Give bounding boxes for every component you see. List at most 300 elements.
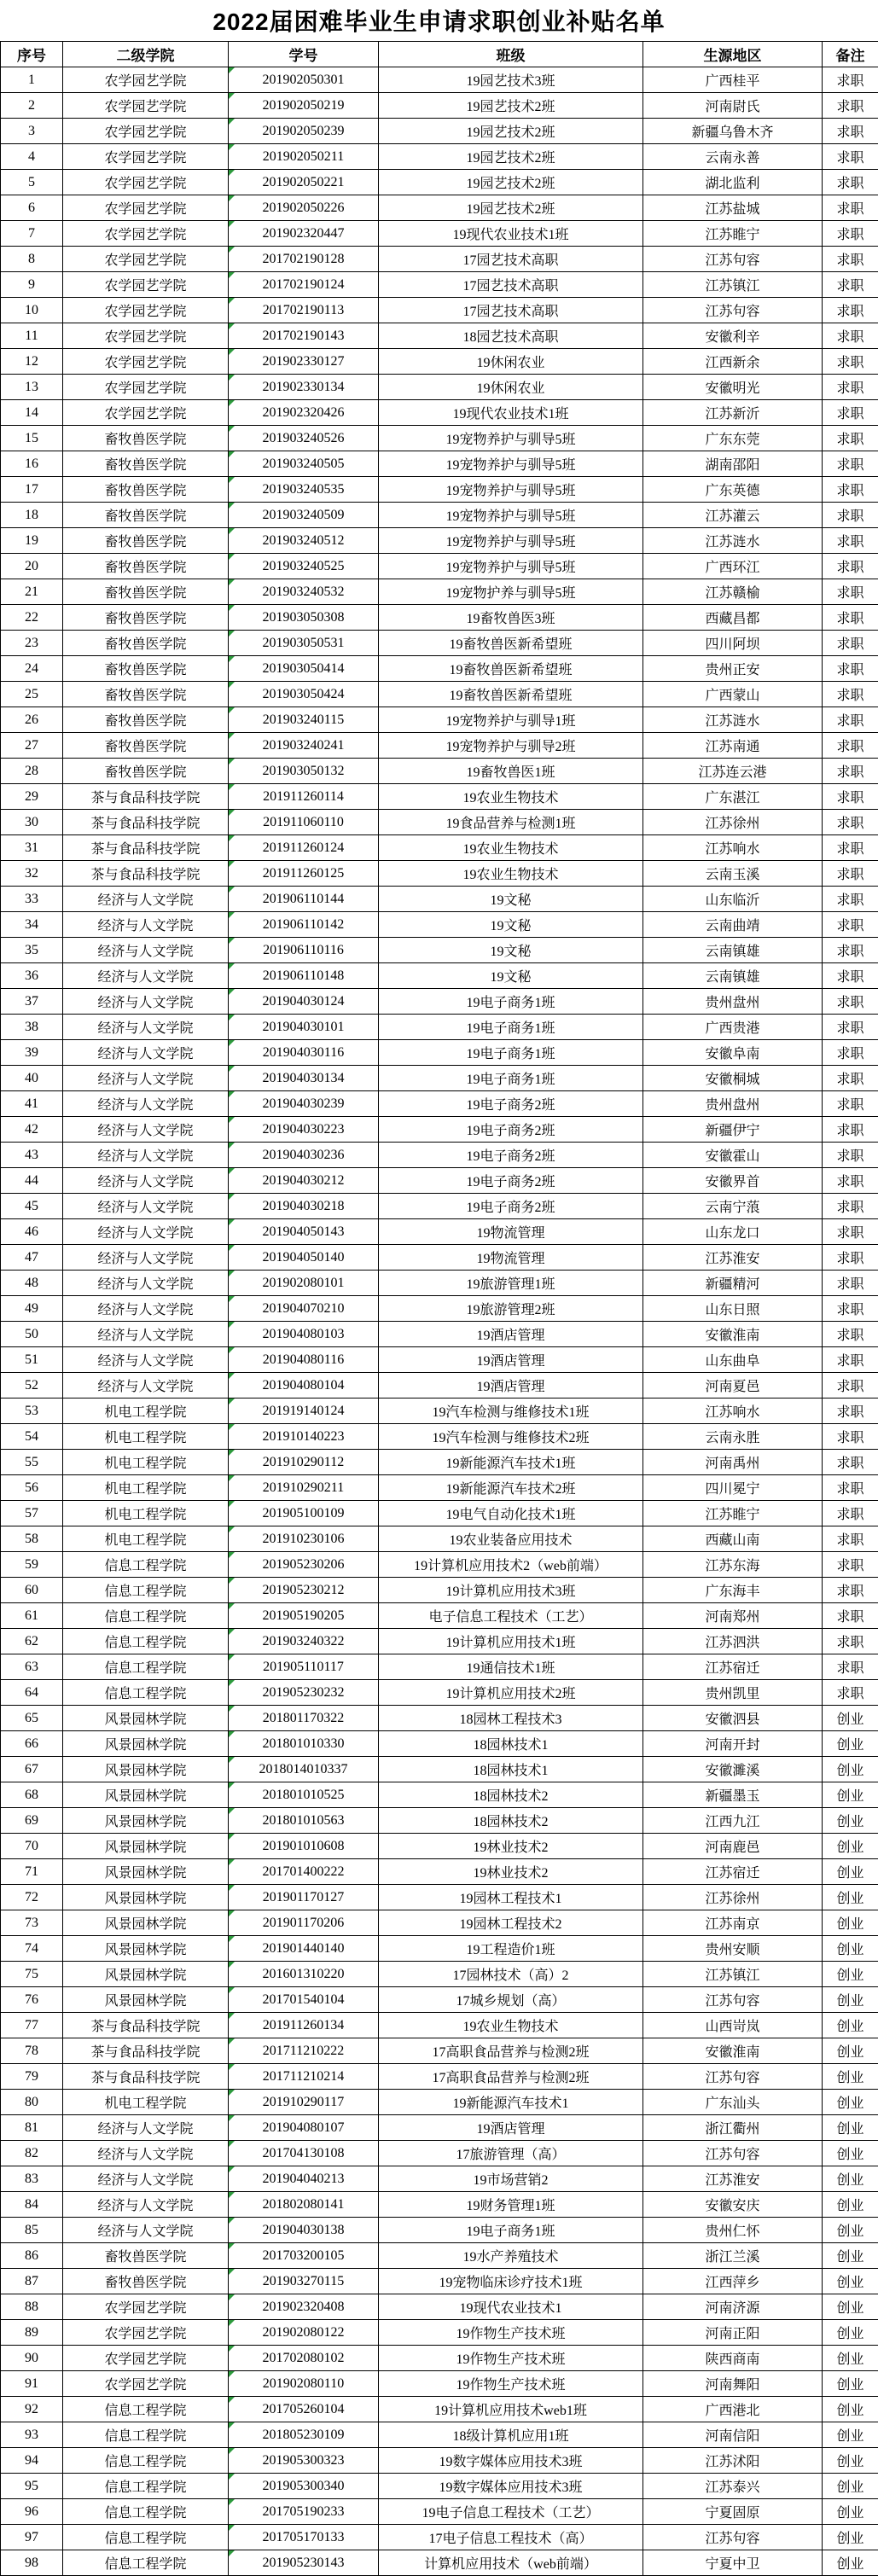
cell-serial-number: 40 (1, 1066, 63, 1091)
cell-class: 19园林工程技术1 (379, 1885, 643, 1910)
cell-note: 创业 (823, 2525, 878, 2550)
table-row (1, 2166, 878, 2192)
cell-student-id: 201601310220 (229, 1962, 379, 1987)
cell-origin-region: 河南信阳 (643, 2422, 823, 2448)
cell-serial-number: 55 (1, 1450, 63, 1475)
cell-note: 求职 (823, 989, 878, 1015)
cell-student-id: 201903240505 (229, 451, 379, 477)
cell-origin-region: 江苏赣榆 (643, 579, 823, 605)
cell-serial-number: 43 (1, 1143, 63, 1168)
cell-serial-number: 4 (1, 144, 63, 170)
cell-college: 信息工程学院 (63, 2474, 229, 2499)
cell-class: 19新能源汽车技术1班 (379, 1450, 643, 1475)
cell-note: 创业 (823, 1757, 878, 1782)
cell-student-id: 201910140223 (229, 1424, 379, 1450)
table-row (1, 1603, 878, 1629)
cell-college: 经济与人文学院 (63, 887, 229, 912)
cell-note: 创业 (823, 2064, 878, 2090)
cell-class: 17园艺技术高职 (379, 272, 643, 298)
cell-class: 19园艺技术2班 (379, 170, 643, 195)
cell-note: 求职 (823, 1296, 878, 1322)
cell-student-id: 201904030223 (229, 1117, 379, 1143)
cell-class: 19作物生产技术班 (379, 2371, 643, 2397)
cell-note: 求职 (823, 912, 878, 938)
cell-student-id: 201711210214 (229, 2064, 379, 2090)
cell-serial-number: 80 (1, 2090, 63, 2115)
header-note: 备注 (823, 42, 878, 67)
table-row (1, 2448, 878, 2474)
table-row (1, 2499, 878, 2525)
cell-college: 畜牧兽医学院 (63, 605, 229, 631)
cell-note: 求职 (823, 375, 878, 400)
cell-origin-region: 云南永胜 (643, 1424, 823, 1450)
cell-college: 农学园艺学院 (63, 2371, 229, 2397)
table-row (1, 1834, 878, 1859)
cell-student-id: 201904030124 (229, 989, 379, 1015)
cell-origin-region: 江苏句容 (643, 247, 823, 272)
cell-college: 经济与人文学院 (63, 1296, 229, 1322)
cell-student-id: 201901170127 (229, 1885, 379, 1910)
table-row (1, 1859, 878, 1885)
cell-origin-region: 江苏宿迁 (643, 1859, 823, 1885)
cell-student-id: 201904080104 (229, 1373, 379, 1398)
cell-note: 求职 (823, 1347, 878, 1373)
cell-serial-number: 66 (1, 1731, 63, 1757)
table-row (1, 1271, 878, 1296)
table-row (1, 93, 878, 119)
table-row (1, 1296, 878, 1322)
cell-note: 求职 (823, 426, 878, 451)
cell-student-id: 201905230143 (229, 2550, 379, 2576)
cell-college: 机电工程学院 (63, 1398, 229, 1424)
cell-class: 19农业装备应用技术 (379, 1526, 643, 1552)
cell-note: 求职 (823, 170, 878, 195)
cell-serial-number: 36 (1, 963, 63, 989)
table-row (1, 2013, 878, 2038)
table-row (1, 1501, 878, 1526)
cell-student-id: 201903050424 (229, 682, 379, 707)
cell-origin-region: 江苏涟水 (643, 528, 823, 554)
cell-serial-number: 33 (1, 887, 63, 912)
cell-origin-region: 河南郑州 (643, 1603, 823, 1629)
cell-note: 求职 (823, 1603, 878, 1629)
cell-college: 畜牧兽医学院 (63, 707, 229, 733)
cell-class: 18园艺技术高职 (379, 323, 643, 349)
cell-serial-number: 35 (1, 938, 63, 963)
cell-origin-region: 江苏句容 (643, 2141, 823, 2166)
cell-college: 农学园艺学院 (63, 375, 229, 400)
cell-serial-number: 9 (1, 272, 63, 298)
cell-serial-number: 30 (1, 810, 63, 835)
cell-note: 创业 (823, 2474, 878, 2499)
cell-college: 茶与食品科技学院 (63, 835, 229, 861)
table-row (1, 1936, 878, 1962)
cell-college: 农学园艺学院 (63, 195, 229, 221)
cell-college: 畜牧兽医学院 (63, 554, 229, 579)
cell-origin-region: 江苏盐城 (643, 195, 823, 221)
cell-serial-number: 27 (1, 733, 63, 759)
table-row (1, 2371, 878, 2397)
cell-origin-region: 广东汕头 (643, 2090, 823, 2115)
cell-serial-number: 12 (1, 349, 63, 375)
cell-student-id: 201903240532 (229, 579, 379, 605)
cell-student-id: 201701540104 (229, 1987, 379, 2013)
cell-college: 畜牧兽医学院 (63, 631, 229, 656)
cell-college: 经济与人文学院 (63, 2115, 229, 2141)
cell-serial-number: 1 (1, 67, 63, 93)
table-row (1, 2038, 878, 2064)
cell-college: 农学园艺学院 (63, 272, 229, 298)
cell-college: 经济与人文学院 (63, 2141, 229, 2166)
roster-table (0, 41, 878, 2576)
cell-student-id: 201801010330 (229, 1731, 379, 1757)
cell-class: 17城乡规划（高） (379, 1987, 643, 2013)
cell-student-id: 201902330134 (229, 375, 379, 400)
cell-serial-number: 14 (1, 400, 63, 426)
table-row (1, 1706, 878, 1731)
cell-college: 农学园艺学院 (63, 400, 229, 426)
table-row (1, 2294, 878, 2320)
cell-serial-number: 17 (1, 477, 63, 503)
cell-class: 19水产养殖技术 (379, 2243, 643, 2269)
table-row (1, 1910, 878, 1936)
cell-student-id: 201902050219 (229, 93, 379, 119)
cell-serial-number: 45 (1, 1194, 63, 1219)
cell-student-id: 201902320426 (229, 400, 379, 426)
cell-student-id: 201702080102 (229, 2346, 379, 2371)
cell-origin-region: 广东英德 (643, 477, 823, 503)
cell-college: 经济与人文学院 (63, 938, 229, 963)
cell-college: 经济与人文学院 (63, 2218, 229, 2243)
table-row (1, 810, 878, 835)
cell-origin-region: 江苏句容 (643, 298, 823, 323)
cell-origin-region: 贵州凯里 (643, 1680, 823, 1706)
cell-class: 19畜牧兽医3班 (379, 605, 643, 631)
cell-college: 茶与食品科技学院 (63, 810, 229, 835)
cell-origin-region: 安徽阜南 (643, 1040, 823, 1066)
table-row (1, 1091, 878, 1117)
cell-college: 农学园艺学院 (63, 93, 229, 119)
cell-student-id: 201904080103 (229, 1322, 379, 1347)
cell-student-id: 201902050226 (229, 195, 379, 221)
cell-origin-region: 陕西商南 (643, 2346, 823, 2371)
cell-serial-number: 24 (1, 656, 63, 682)
cell-serial-number: 64 (1, 1680, 63, 1706)
cell-college: 畜牧兽医学院 (63, 528, 229, 554)
cell-class: 19文秘 (379, 963, 643, 989)
cell-college: 畜牧兽医学院 (63, 682, 229, 707)
cell-student-id: 201805230109 (229, 2422, 379, 2448)
cell-student-id: 201903240115 (229, 707, 379, 733)
table-row (1, 298, 878, 323)
table-row (1, 1629, 878, 1654)
cell-note: 创业 (823, 2243, 878, 2269)
cell-class: 18园林技术1 (379, 1757, 643, 1782)
cell-class: 17园艺技术高职 (379, 298, 643, 323)
cell-class: 19酒店管理 (379, 1322, 643, 1347)
cell-student-id: 201901170206 (229, 1910, 379, 1936)
cell-serial-number: 48 (1, 1271, 63, 1296)
cell-serial-number: 87 (1, 2269, 63, 2294)
cell-serial-number: 2 (1, 93, 63, 119)
cell-college: 风景园林学院 (63, 1910, 229, 1936)
cell-class: 19数字媒体应用技术3班 (379, 2448, 643, 2474)
table-row (1, 144, 878, 170)
cell-class: 19计算机应用技术2（web前端） (379, 1552, 643, 1578)
cell-class: 19宠物养护与驯导5班 (379, 451, 643, 477)
cell-origin-region: 广西贵港 (643, 1015, 823, 1040)
cell-student-id: 201902080101 (229, 1271, 379, 1296)
cell-class: 19电子商务2班 (379, 1194, 643, 1219)
cell-origin-region: 江苏睢宁 (643, 221, 823, 247)
cell-college: 农学园艺学院 (63, 67, 229, 93)
cell-college: 农学园艺学院 (63, 2294, 229, 2320)
cell-college: 信息工程学院 (63, 2448, 229, 2474)
table-row (1, 1245, 878, 1271)
cell-origin-region: 河南正阳 (643, 2320, 823, 2346)
cell-college: 茶与食品科技学院 (63, 2064, 229, 2090)
table-row (1, 1015, 878, 1040)
cell-student-id: 201905230206 (229, 1552, 379, 1578)
cell-note: 创业 (823, 2422, 878, 2448)
cell-student-id: 201903240512 (229, 528, 379, 554)
table-row (1, 170, 878, 195)
cell-college: 茶与食品科技学院 (63, 784, 229, 810)
table-row (1, 938, 878, 963)
cell-student-id: 201903270115 (229, 2269, 379, 2294)
cell-origin-region: 江苏南京 (643, 1910, 823, 1936)
cell-note: 创业 (823, 2192, 878, 2218)
cell-college: 风景园林学院 (63, 1962, 229, 1987)
cell-serial-number: 93 (1, 2422, 63, 2448)
cell-student-id: 2018014010337 (229, 1757, 379, 1782)
table-row (1, 1322, 878, 1347)
table-row (1, 1066, 878, 1091)
cell-student-id: 201701400222 (229, 1859, 379, 1885)
cell-class: 19宠物护养与驯导5班 (379, 579, 643, 605)
cell-serial-number: 34 (1, 912, 63, 938)
cell-student-id: 201906110148 (229, 963, 379, 989)
cell-serial-number: 85 (1, 2218, 63, 2243)
cell-student-id: 201904080107 (229, 2115, 379, 2141)
cell-class: 19作物生产技术班 (379, 2346, 643, 2371)
cell-serial-number: 29 (1, 784, 63, 810)
cell-student-id: 201702190124 (229, 272, 379, 298)
cell-note: 求职 (823, 835, 878, 861)
cell-class: 19林业技术2 (379, 1834, 643, 1859)
cell-serial-number: 82 (1, 2141, 63, 2166)
cell-student-id: 201801010563 (229, 1808, 379, 1834)
cell-note: 求职 (823, 579, 878, 605)
cell-serial-number: 57 (1, 1501, 63, 1526)
cell-note: 求职 (823, 759, 878, 784)
cell-serial-number: 95 (1, 2474, 63, 2499)
cell-class: 19电子商务1班 (379, 1040, 643, 1066)
cell-origin-region: 江苏新沂 (643, 400, 823, 426)
cell-student-id: 201903050132 (229, 759, 379, 784)
cell-serial-number: 81 (1, 2115, 63, 2141)
cell-origin-region: 安徽安庆 (643, 2192, 823, 2218)
table-row (1, 784, 878, 810)
cell-college: 畜牧兽医学院 (63, 2243, 229, 2269)
cell-note: 求职 (823, 656, 878, 682)
cell-student-id: 201902050301 (229, 67, 379, 93)
cell-student-id: 201903240526 (229, 426, 379, 451)
cell-college: 信息工程学院 (63, 1654, 229, 1680)
cell-origin-region: 山东曲阜 (643, 1347, 823, 1373)
cell-note: 创业 (823, 1706, 878, 1731)
cell-class: 19农业生物技术 (379, 784, 643, 810)
table-row (1, 579, 878, 605)
table-row (1, 1168, 878, 1194)
table-row (1, 759, 878, 784)
cell-student-id: 201919140124 (229, 1398, 379, 1424)
table-row (1, 272, 878, 298)
cell-note: 创业 (823, 2115, 878, 2141)
cell-student-id: 201904030212 (229, 1168, 379, 1194)
cell-note: 求职 (823, 323, 878, 349)
cell-origin-region: 新疆伊宁 (643, 1117, 823, 1143)
cell-origin-region: 山东龙口 (643, 1219, 823, 1245)
table-row (1, 912, 878, 938)
cell-origin-region: 江苏淮安 (643, 1245, 823, 1271)
cell-college: 畜牧兽医学院 (63, 656, 229, 682)
table-row (1, 2115, 878, 2141)
cell-note: 创业 (823, 2218, 878, 2243)
cell-note: 创业 (823, 2038, 878, 2064)
table-row (1, 477, 878, 503)
cell-class: 19农业生物技术 (379, 835, 643, 861)
cell-serial-number: 98 (1, 2550, 63, 2576)
table-row (1, 1987, 878, 2013)
cell-note: 求职 (823, 963, 878, 989)
cell-class: 19电子商务1班 (379, 989, 643, 1015)
cell-college: 畜牧兽医学院 (63, 426, 229, 451)
cell-student-id: 201904030218 (229, 1194, 379, 1219)
cell-origin-region: 江苏泗洪 (643, 1629, 823, 1654)
cell-serial-number: 96 (1, 2499, 63, 2525)
cell-note: 求职 (823, 1168, 878, 1194)
cell-class: 19宠物养护与驯导5班 (379, 528, 643, 554)
cell-origin-region: 湖北监利 (643, 170, 823, 195)
cell-class: 19园艺技术2班 (379, 195, 643, 221)
cell-student-id: 201703200105 (229, 2243, 379, 2269)
table-row (1, 861, 878, 887)
cell-serial-number: 26 (1, 707, 63, 733)
cell-college: 经济与人文学院 (63, 1091, 229, 1117)
cell-serial-number: 75 (1, 1962, 63, 1987)
table-row (1, 349, 878, 375)
cell-student-id: 201903050308 (229, 605, 379, 631)
table-row (1, 503, 878, 528)
cell-student-id: 201705260104 (229, 2397, 379, 2422)
cell-student-id: 201705190233 (229, 2499, 379, 2525)
cell-student-id: 201911260134 (229, 2013, 379, 2038)
cell-class: 19酒店管理 (379, 1347, 643, 1373)
cell-origin-region: 广西港北 (643, 2397, 823, 2422)
cell-serial-number: 68 (1, 1782, 63, 1808)
cell-note: 求职 (823, 1373, 878, 1398)
cell-college: 茶与食品科技学院 (63, 861, 229, 887)
cell-serial-number: 62 (1, 1629, 63, 1654)
table-row (1, 1552, 878, 1578)
cell-college: 茶与食品科技学院 (63, 2013, 229, 2038)
cell-college: 农学园艺学院 (63, 298, 229, 323)
table-row (1, 426, 878, 451)
cell-note: 求职 (823, 1219, 878, 1245)
cell-note: 求职 (823, 1194, 878, 1219)
table-row (1, 323, 878, 349)
cell-student-id: 201905110117 (229, 1654, 379, 1680)
cell-college: 畜牧兽医学院 (63, 579, 229, 605)
table-row (1, 682, 878, 707)
cell-class: 19现代农业技术1班 (379, 221, 643, 247)
cell-origin-region: 江苏镇江 (643, 272, 823, 298)
cell-origin-region: 江苏宿迁 (643, 1654, 823, 1680)
cell-origin-region: 江苏泰兴 (643, 2474, 823, 2499)
cell-note: 创业 (823, 2320, 878, 2346)
cell-college: 风景园林学院 (63, 1731, 229, 1757)
cell-note: 创业 (823, 2166, 878, 2192)
page-title: 2022届困难毕业生申请求职创业补贴名单 (212, 9, 666, 35)
table-row (1, 1680, 878, 1706)
cell-note: 求职 (823, 1322, 878, 1347)
cell-serial-number: 39 (1, 1040, 63, 1066)
cell-college: 风景园林学院 (63, 1987, 229, 2013)
cell-note: 求职 (823, 247, 878, 272)
cell-serial-number: 19 (1, 528, 63, 554)
cell-serial-number: 71 (1, 1859, 63, 1885)
table-row (1, 2397, 878, 2422)
cell-serial-number: 21 (1, 579, 63, 605)
cell-note: 求职 (823, 93, 878, 119)
cell-class: 19旅游管理2班 (379, 1296, 643, 1322)
cell-student-id: 201905300340 (229, 2474, 379, 2499)
cell-student-id: 201905190205 (229, 1603, 379, 1629)
cell-college: 信息工程学院 (63, 2525, 229, 2550)
cell-class: 19宠物临床诊疗技术1班 (379, 2269, 643, 2294)
cell-note: 求职 (823, 1245, 878, 1271)
cell-serial-number: 8 (1, 247, 63, 272)
cell-serial-number: 94 (1, 2448, 63, 2474)
cell-class: 19电子商务2班 (379, 1168, 643, 1194)
header-class: 班级 (379, 42, 643, 67)
table-row (1, 1578, 878, 1603)
cell-student-id: 201911260124 (229, 835, 379, 861)
cell-class: 19酒店管理 (379, 1373, 643, 1398)
cell-note: 创业 (823, 1962, 878, 1987)
cell-class: 19电气自动化技术1班 (379, 1501, 643, 1526)
cell-student-id: 201902050211 (229, 144, 379, 170)
cell-note: 求职 (823, 221, 878, 247)
cell-class: 19电子商务1班 (379, 1066, 643, 1091)
cell-college: 风景园林学院 (63, 1936, 229, 1962)
cell-note: 求职 (823, 1117, 878, 1143)
cell-serial-number: 3 (1, 119, 63, 144)
cell-serial-number: 32 (1, 861, 63, 887)
cell-class: 18园林技术2 (379, 1808, 643, 1834)
cell-class: 19电子商务1班 (379, 1015, 643, 1040)
cell-student-id: 201904050143 (229, 1219, 379, 1245)
cell-note: 求职 (823, 810, 878, 835)
cell-note: 创业 (823, 1859, 878, 1885)
cell-college: 信息工程学院 (63, 2422, 229, 2448)
table-row (1, 1782, 878, 1808)
cell-origin-region: 安徽明光 (643, 375, 823, 400)
cell-class: 19林业技术2 (379, 1859, 643, 1885)
cell-origin-region: 云南永善 (643, 144, 823, 170)
cell-college: 农学园艺学院 (63, 170, 229, 195)
